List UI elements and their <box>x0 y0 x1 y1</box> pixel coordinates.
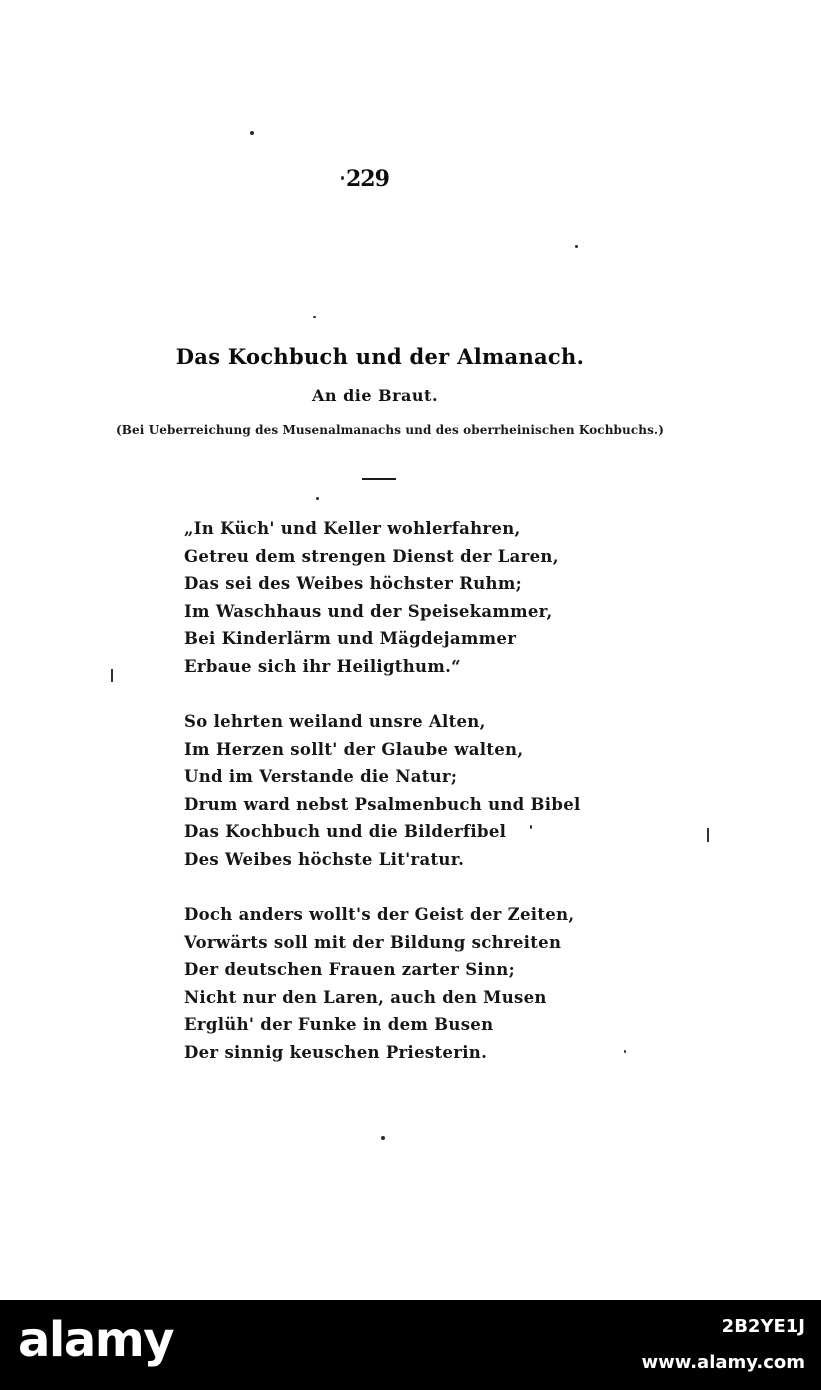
poem-line: Drum ward nebst Psalmenbuch und Bibel <box>184 794 581 814</box>
scan-margin-mark <box>111 669 113 682</box>
poem-line: Im Waschhaus und der Speisekammer, <box>184 601 553 621</box>
poem-line: Erbaue sich ihr Heiligthum.“ <box>184 656 461 676</box>
stock-logo: alamy <box>18 1312 174 1368</box>
poem-stanza <box>184 708 624 873</box>
poem-line: Getreu dem strengen Dienst der Laren, <box>184 546 559 566</box>
poem-line: Der deutschen Frauen zarter Sinn; <box>184 960 515 979</box>
page-number: 229 <box>346 166 389 192</box>
poem-stanza <box>184 515 624 680</box>
stock-url: www.alamy.com <box>641 1352 805 1373</box>
poem-line: Vorwärts soll mit der Bildung schreiten <box>184 932 562 952</box>
poem-line: So lehrten weiland unsre Alten, <box>184 712 486 731</box>
scan-speck <box>341 176 344 180</box>
poem-title: Das Kochbuch und der Almanach. <box>175 344 585 369</box>
poem-line: Das sei des Weibes höchster Ruhm; <box>184 574 522 593</box>
poem-line: Nicht nur den Laren, auch den Musen <box>184 987 547 1007</box>
poem-line: „In Küch' und Keller wohlerfahren, <box>184 519 521 538</box>
poem-line: Erglüh' der Funke in dem Busen <box>184 1015 494 1034</box>
poem-line: Im Herzen sollt' der Glaube walten, <box>184 739 524 759</box>
title-divider <box>362 478 396 480</box>
scan-speck <box>575 245 578 248</box>
stock-image-id: 2B2YE1J <box>721 1316 805 1337</box>
poem-line: Und im Verstande die Natur; <box>184 767 458 786</box>
scan-speck <box>313 316 316 318</box>
poem-line: Doch anders wollt's der Geist der Zeiten, <box>184 905 575 924</box>
scan-margin-mark <box>707 828 709 842</box>
poem-dedication: (Bei Ueberreichung des Musenalmanachs und des oberrheinischen Kochbuchs.) <box>116 423 664 437</box>
poem-line: Des Weibes höchste Lit'ratur. <box>184 849 465 869</box>
scan-speck <box>624 1050 626 1053</box>
poem-stanza <box>184 901 624 1066</box>
poem-line: Bei Kinderlärm und Mägdejammer <box>184 629 517 648</box>
poem-subtitle: An die Braut. <box>311 386 439 405</box>
scan-speck <box>381 1136 385 1140</box>
scan-speck <box>316 497 319 500</box>
poem-line: Der sinnig keuschen Priesterin. <box>184 1042 488 1062</box>
poem-line: Das Kochbuch und die Bilderfibel <box>184 822 507 841</box>
scan-speck <box>250 131 254 135</box>
